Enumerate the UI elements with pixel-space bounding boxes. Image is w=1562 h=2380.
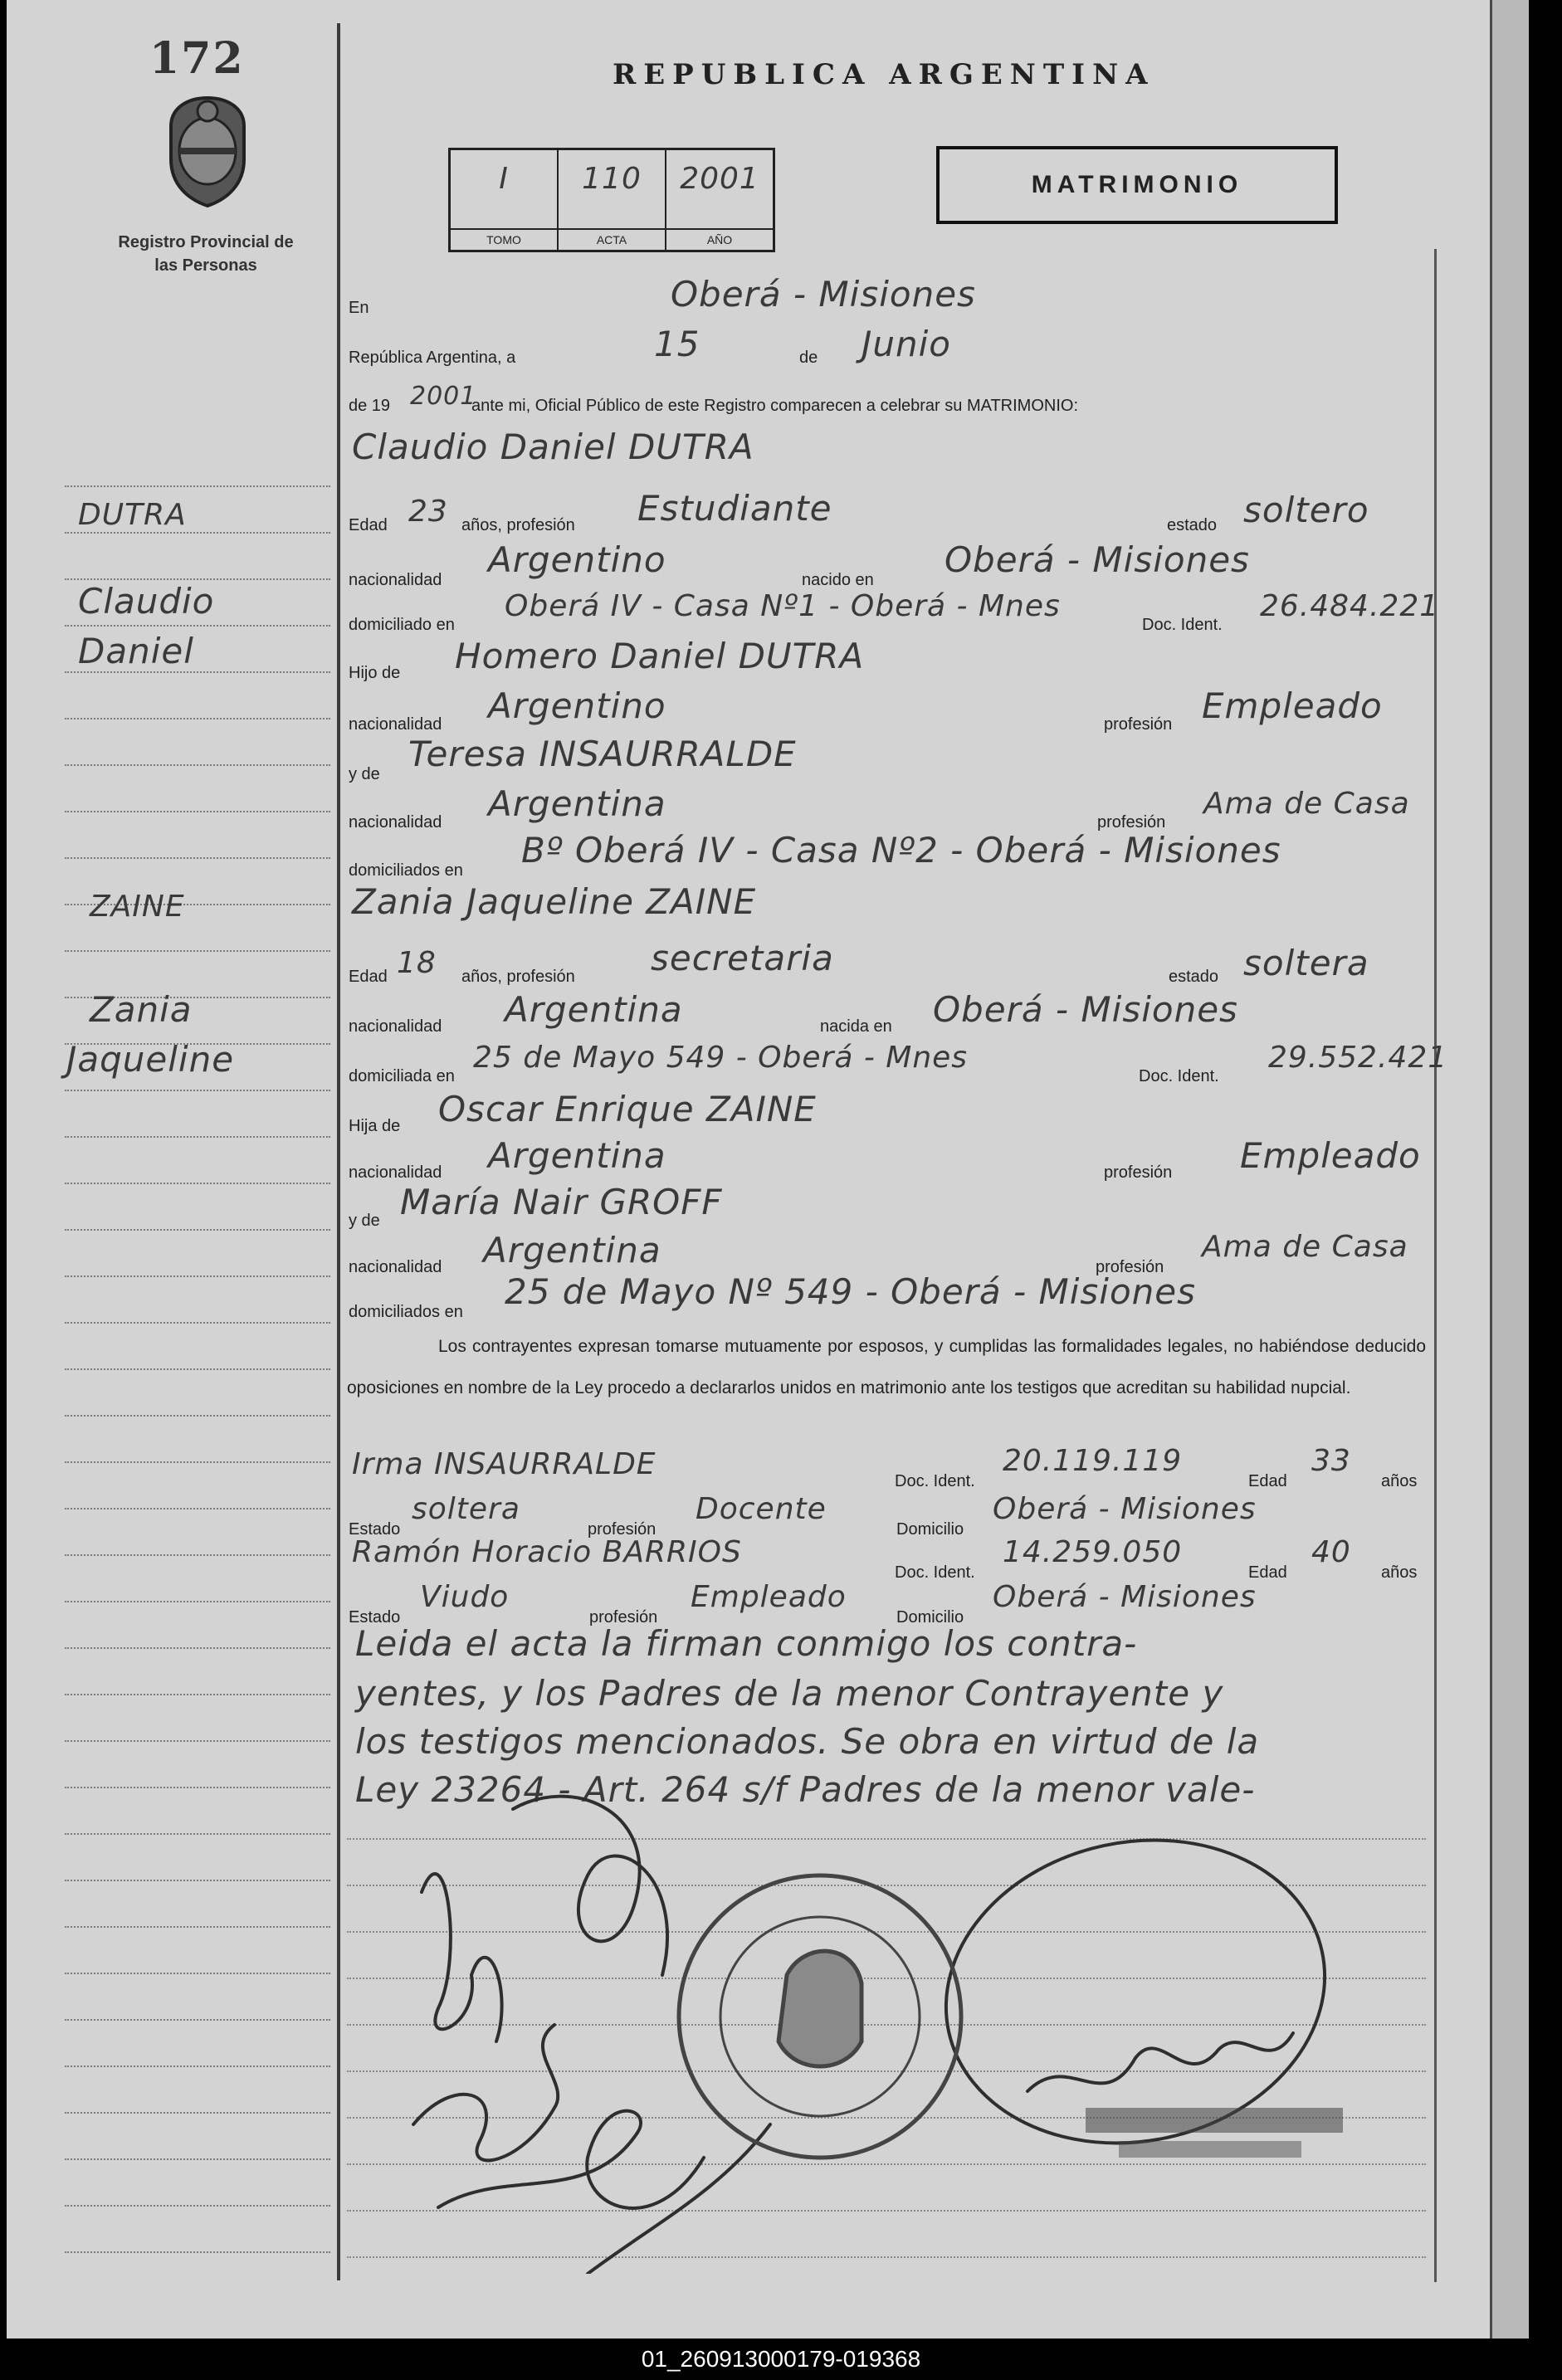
ref-tomo-value: I (499, 162, 509, 196)
groom-nationality: Argentino (488, 539, 666, 580)
signature-5 (588, 2124, 770, 2274)
book-spine (1490, 0, 1529, 2339)
image-id-footer: 01_260913000179-019368 (0, 2339, 1562, 2380)
margin-ruled-line (65, 1322, 330, 1324)
groom-parents-address: Bº Oberá IV - Casa Nº2 - Oberá - Misiones (521, 830, 1281, 871)
margin-ruled-line (65, 1833, 330, 1835)
bride-father-nat: Argentina (488, 1135, 666, 1176)
margin-ruled-line (65, 1508, 330, 1509)
witness1-doc-label: Doc. Ident. (895, 1472, 975, 1490)
closing-line-2: yentes, y los Padres de la menor Contrayente y (355, 1673, 1224, 1714)
witness1-status: soltera (412, 1492, 520, 1526)
signature-2 (513, 1797, 667, 1975)
bride-father-nat-label: nacionalidad (349, 1163, 442, 1182)
bride-nationality: Argentina (505, 989, 683, 1030)
groom-father: Homero Daniel DUTRA (455, 636, 865, 676)
witness1-age: 33 (1311, 1444, 1351, 1478)
witness2-profession: Empleado (691, 1580, 847, 1614)
year-label: de 19 (349, 397, 391, 415)
margin-bride-given-1: Zania (90, 989, 193, 1030)
bride-age: 18 (397, 946, 437, 980)
groom-parents-dom-label: domiciliados en (349, 861, 463, 880)
groom-birthplace: Oberá - Misiones (945, 539, 1250, 580)
country-title: REPUBLICA ARGENTINA (613, 58, 1155, 91)
official-name-block (1086, 2108, 1343, 2133)
bride-mother: María Nair GROFF (400, 1182, 723, 1222)
bride-hija-label: Hija de (349, 1117, 401, 1135)
ref-acta (559, 150, 666, 250)
margin-ruled-line (65, 1183, 330, 1184)
witness1-address: Oberá - Misiones (993, 1492, 1257, 1526)
right-rule (1434, 249, 1437, 2282)
bride-father-prof-label: profesión (1104, 1163, 1173, 1182)
signature-3 (413, 2025, 558, 2160)
month-value: Junio (862, 324, 951, 364)
groom-hijo-label: Hijo de (349, 664, 401, 682)
year-value: 2001 (410, 382, 477, 411)
margin-ruled-line (65, 1229, 330, 1231)
coat-of-arms-icon (154, 93, 261, 209)
margin-ruled-line (65, 1973, 330, 1974)
ante-text: ante mi, Oficial Público de este Registro comparecen a celebrar su MATRIMONIO: (471, 397, 1079, 415)
republica-label: República Argentina, a (349, 349, 516, 367)
margin-ruled-line (65, 1415, 330, 1417)
groom-mother-prof-label: profesión (1097, 813, 1166, 832)
groom-father-nat-label: nacionalidad (349, 715, 442, 734)
official-signature (1028, 2033, 1293, 2091)
margin-bride-given-2: Jaqueline (66, 1039, 235, 1080)
groom-mother-nat: Argentina (488, 783, 666, 824)
de-label: de (799, 349, 818, 367)
bride-dom-label: domiciliada en (349, 1067, 455, 1085)
bride-edad-label: Edad (349, 968, 388, 986)
margin-ruled-line (65, 1926, 330, 1928)
bride-father-prof: Empleado (1240, 1135, 1421, 1176)
reference-box (448, 148, 775, 252)
margin-ruled-line (65, 1740, 330, 1742)
bride-mother-nat-label: nacionalidad (349, 1258, 442, 1276)
margin-ruled-line (65, 2205, 330, 2207)
bride-yde-label: y de (349, 1212, 380, 1230)
statement-text: Los contrayentes expresan tomarse mutuamente por esposos, y cumplidas las formalidades legales, no habiéndose deducido oposiciones en nombre de la Ley procedo a declararlos unidos en matrimonio ante los testigos que acreditan su habilidad nupcial. (347, 1337, 1426, 1397)
margin-ruled-line (65, 950, 330, 952)
groom-full-name: Claudio Daniel DUTRA (352, 427, 754, 467)
groom-father-prof-label: profesión (1104, 715, 1173, 734)
ref-tomo (451, 150, 559, 250)
bride-address: 25 de Mayo 549 - Oberá - Mnes (473, 1041, 969, 1075)
bride-nac-label: nacionalidad (349, 1017, 442, 1036)
margin-ruled-line (65, 1275, 330, 1277)
groom-nac-label: nacionalidad (349, 571, 442, 589)
bride-mother-prof: Ama de Casa (1202, 1230, 1408, 1264)
margin-ruled-line (65, 2065, 330, 2067)
witness1-doc: 20.119.119 (1003, 1444, 1183, 1478)
bride-anos-label: años, profesión (461, 968, 575, 986)
margin-ruled-line (65, 1136, 330, 1138)
bride-father: Oscar Enrique ZAINE (438, 1089, 817, 1129)
ref-ano (666, 150, 773, 250)
record-type: MATRIMONIO (936, 146, 1338, 224)
record-page (7, 0, 1529, 2339)
witness2-prof-label: profesión (589, 1608, 658, 1626)
ref-ano-label: AÑO (666, 228, 773, 250)
closing-line-3: los testigos mencionados. Se obra en virtud de la (355, 1721, 1260, 1762)
bride-doc-label: Doc. Ident. (1139, 1067, 1219, 1085)
witness2-edad-label: Edad (1248, 1563, 1287, 1582)
groom-mother-nat-label: nacionalidad (349, 813, 442, 832)
groom-estado-label: estado (1167, 516, 1218, 534)
groom-mother-prof: Ama de Casa (1203, 787, 1410, 821)
bride-doc: 29.552.421 (1268, 1041, 1448, 1075)
witness1-estado-label: Estado (349, 1520, 401, 1539)
margin-rule (337, 23, 340, 2280)
margin-ruled-line (65, 2158, 330, 2160)
groom-age: 23 (408, 495, 448, 529)
groom-father-prof: Empleado (1202, 685, 1383, 726)
margin-ruled-line (65, 857, 330, 859)
groom-anos-label: años, profesión (461, 516, 575, 534)
margin-ruled-line (65, 485, 330, 487)
margin-ruled-line (65, 764, 330, 766)
margin-ruled-line (65, 1554, 330, 1556)
en-label: En (349, 299, 369, 317)
witness1-edad-label: Edad (1248, 1472, 1287, 1490)
margin-ruled-line (65, 1601, 330, 1602)
witness2-anos-label: años (1381, 1563, 1418, 1582)
witness1-name: Irma INSAURRALDE (352, 1447, 657, 1481)
witness1-domicilio-label: Domicilio (896, 1520, 964, 1539)
ref-tomo-label: TOMO (451, 228, 557, 250)
witness2-estado-label: Estado (349, 1608, 401, 1626)
day-value: 15 (654, 324, 700, 364)
witness2-address: Oberá - Misiones (993, 1580, 1257, 1614)
margin-bride-surname: ZAINE (90, 890, 185, 924)
groom-edad-label: Edad (349, 516, 388, 534)
margin-ruled-line (65, 1694, 330, 1695)
witness2-domicilio-label: Domicilio (896, 1608, 964, 1626)
witness2-name: Ramón Horacio BARRIOS (352, 1535, 742, 1569)
groom-father-nat: Argentino (488, 685, 666, 726)
margin-ruled-line (65, 2112, 330, 2114)
margin-ruled-line (65, 578, 330, 580)
place-value: Oberá - Misiones (671, 274, 976, 315)
bride-profession: secretaria (651, 938, 834, 978)
groom-doc: 26.484.221 (1260, 589, 1440, 623)
folio-number: 172 (149, 33, 245, 84)
closing-line-4: Ley 23264 - Art. 264 s/f Padres de la menor vale- (355, 1769, 1256, 1810)
bride-estado-label: estado (1169, 968, 1219, 986)
margin-ruled-line (65, 718, 330, 719)
margin-ruled-line (65, 1368, 330, 1370)
witness1-anos-label: años (1381, 1472, 1418, 1490)
margin-ruled-line (65, 811, 330, 812)
witness1-profession: Docente (696, 1492, 827, 1526)
bride-parents-address: 25 de Mayo Nº 549 - Oberá - Misiones (505, 1271, 1197, 1312)
margin-ruled-line (65, 625, 330, 627)
margin-ruled-line (65, 2019, 330, 2021)
ref-acta-value: 110 (582, 162, 642, 196)
registry-name: Registro Provincial de las Personas (118, 233, 294, 275)
groom-dom-label: domiciliado en (349, 616, 455, 634)
margin-groom-given-1: Claudio (78, 581, 215, 622)
witness1-prof-label: profesión (588, 1520, 657, 1539)
margin-ruled-line (65, 1880, 330, 1881)
ref-acta-label: ACTA (559, 228, 665, 250)
margin-groom-given-2: Daniel (78, 631, 194, 671)
margin-groom-surname: DUTRA (78, 498, 187, 532)
ref-ano-value: 2001 (680, 162, 759, 196)
bride-mother-prof-label: profesión (1096, 1258, 1164, 1276)
bride-mother-nat: Argentina (483, 1230, 661, 1270)
witness2-status: Viudo (420, 1580, 510, 1614)
closing-line-1: Leida el acta la firman conmigo los contra- (355, 1623, 1138, 1664)
bride-parents-dom-label: domiciliados en (349, 1303, 463, 1321)
signature-1 (422, 1874, 502, 2041)
groom-mother: Teresa INSAURRALDE (408, 734, 797, 774)
official-title-block (1119, 2141, 1301, 2158)
groom-address: Oberá IV - Casa Nº1 - Oberá - Mnes (505, 589, 1061, 623)
groom-status: soltero (1243, 490, 1369, 530)
margin-ruled-line (65, 1090, 330, 1091)
witness2-age: 40 (1311, 1535, 1351, 1569)
registry-seal-icon (679, 1875, 961, 2158)
signatures-area (388, 1776, 1384, 2274)
margin-ruled-line (65, 1787, 330, 1788)
margin-ruled-line (65, 671, 330, 673)
groom-profession: Estudiante (637, 488, 832, 529)
bride-nacida-label: nacida en (820, 1017, 892, 1036)
margin-ruled-line (65, 532, 330, 534)
groom-doc-label: Doc. Ident. (1142, 616, 1223, 634)
groom-yde-label: y de (349, 765, 380, 783)
witness2-doc: 14.259.050 (1003, 1535, 1183, 1569)
groom-nacido-label: nacido en (802, 571, 874, 589)
legal-statement (347, 1326, 1426, 1409)
margin-ruled-line (65, 1647, 330, 1649)
bride-birthplace: Oberá - Misiones (933, 989, 1238, 1030)
bride-full-name: Zania Jaqueline ZAINE (352, 881, 757, 922)
signature-4 (438, 2111, 704, 2208)
margin-ruled-line (65, 2251, 330, 2253)
bride-status: soltera (1243, 943, 1369, 983)
margin-ruled-line (65, 1461, 330, 1463)
witness2-doc-label: Doc. Ident. (895, 1563, 975, 1582)
